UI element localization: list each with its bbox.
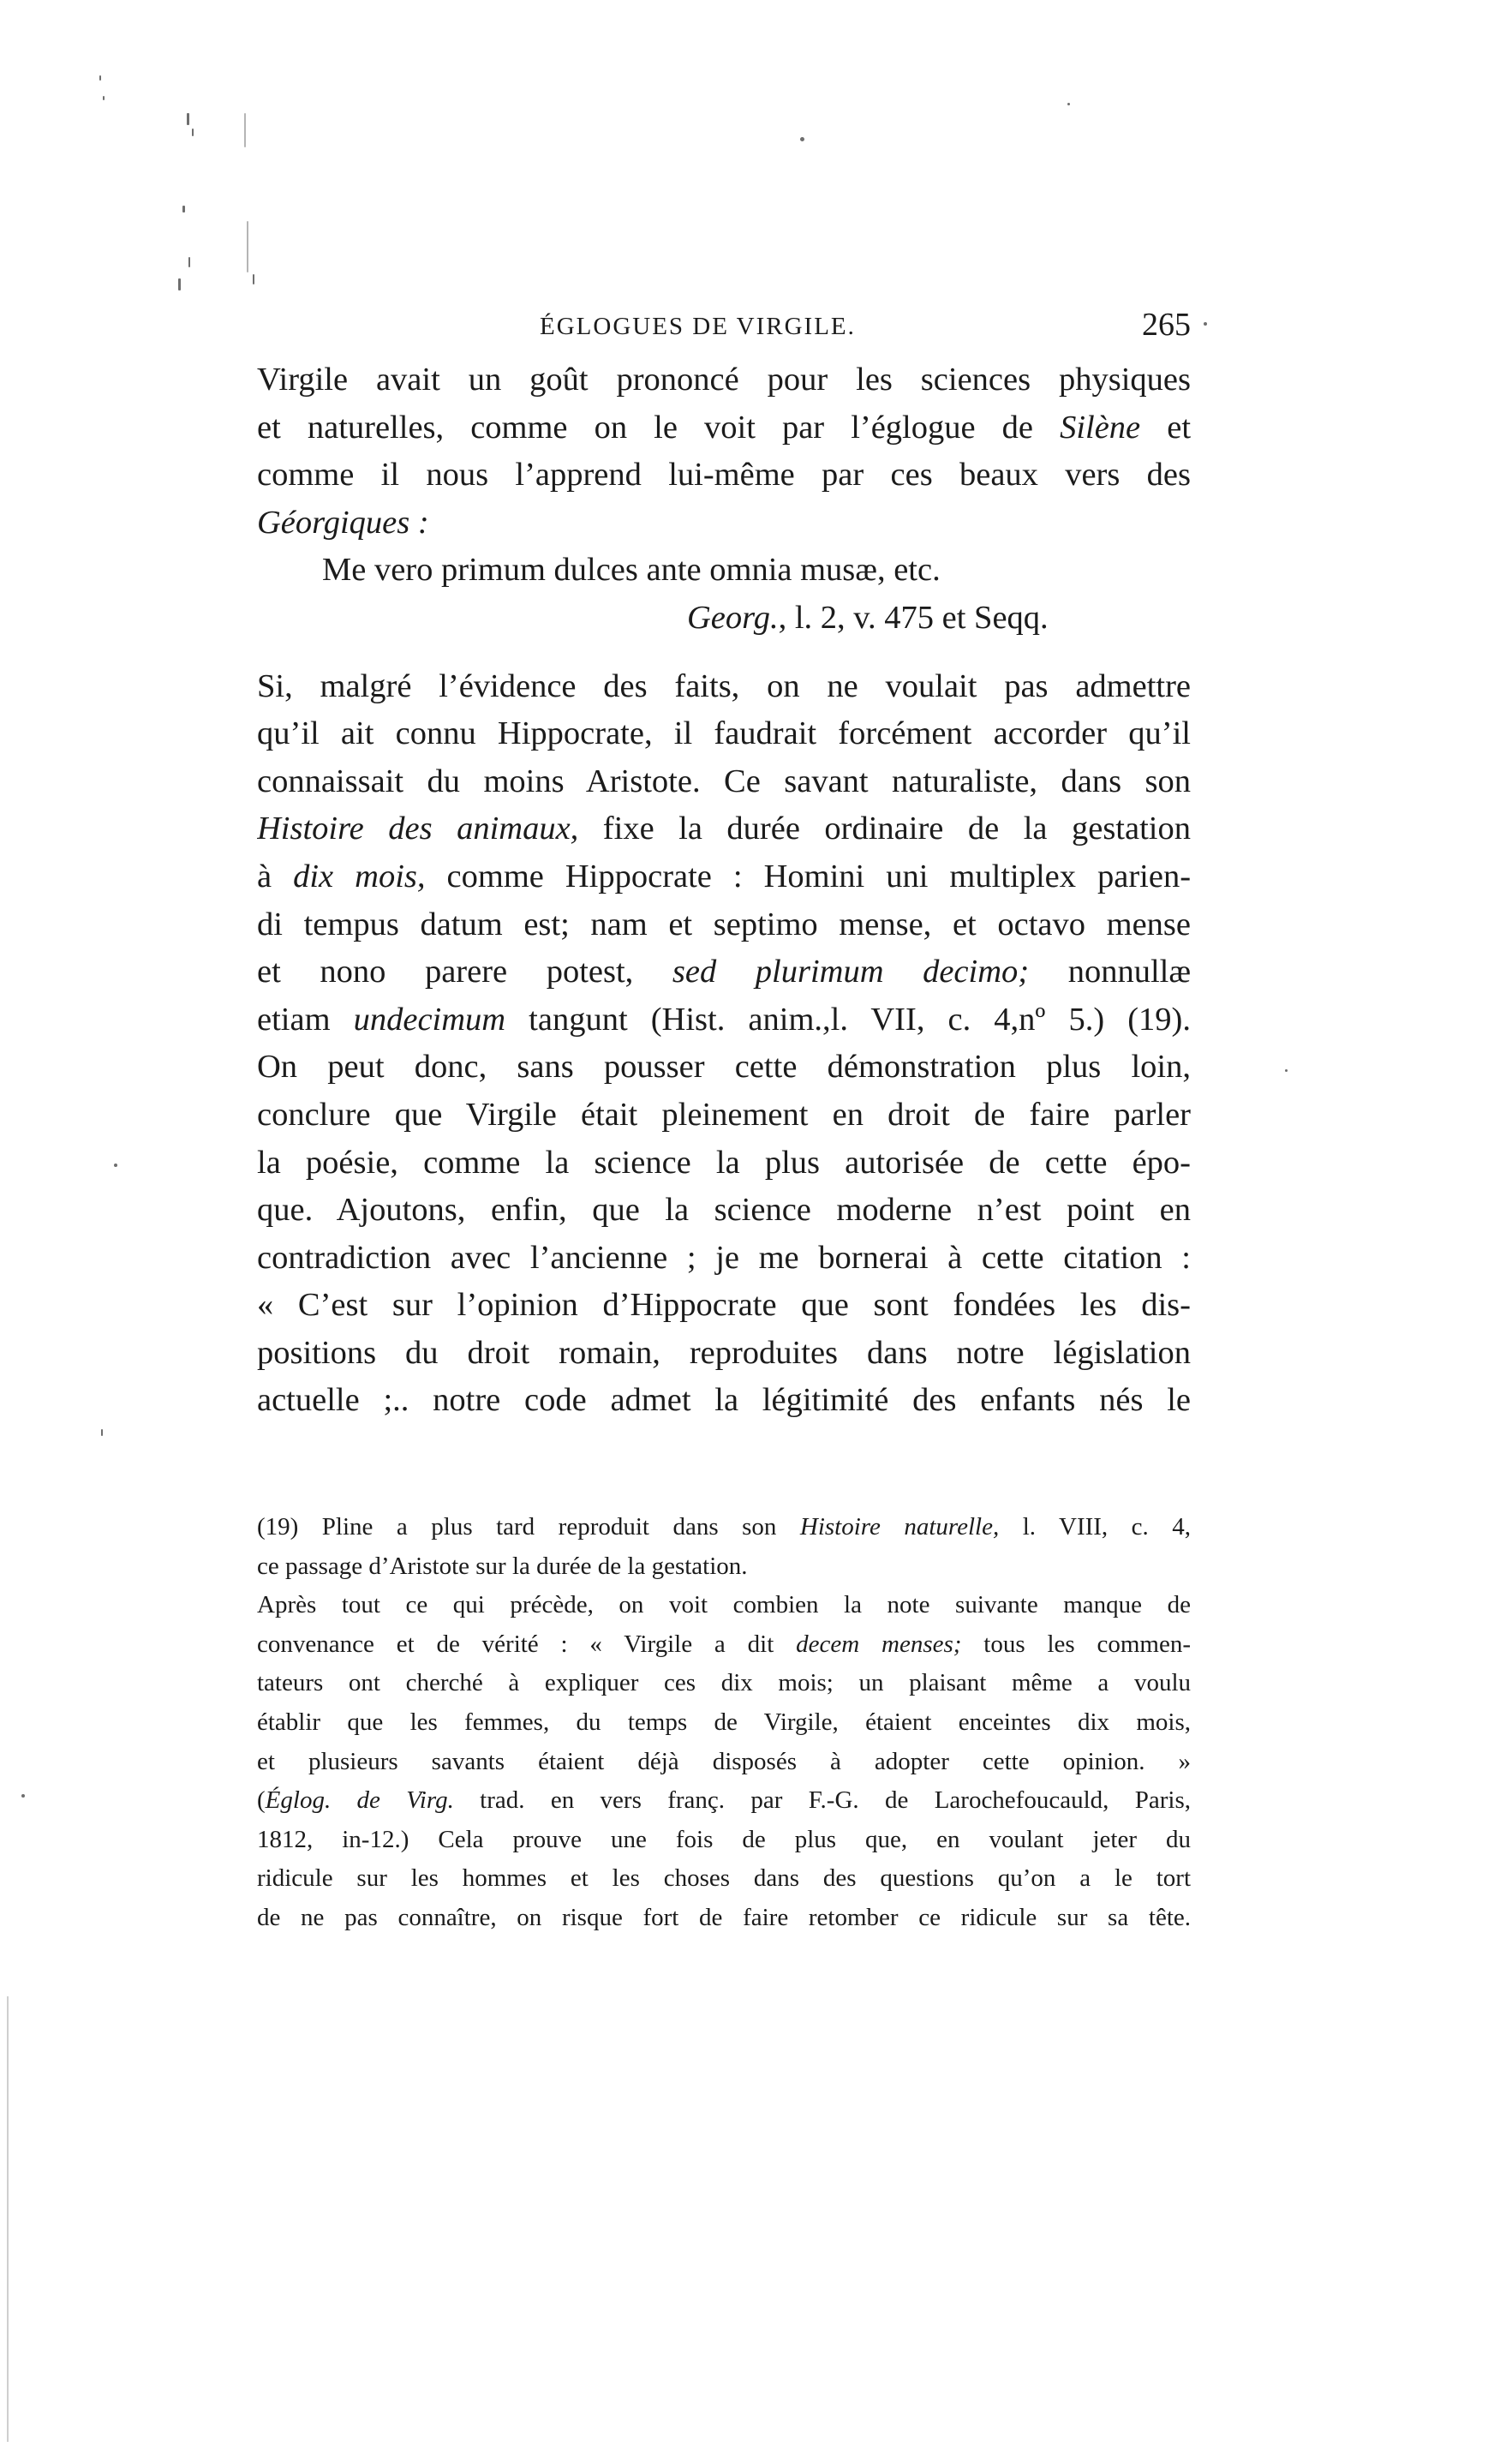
text-line: connaissait du moins Aristote. Ce savant naturaliste, dans son (257, 763, 1191, 799)
footnote-line: (19) Pline a plus tard reproduit dans son Histoire naturelle, l. VIII, c. 4, (257, 1513, 1191, 1541)
page-header (257, 306, 1191, 349)
footnote-line: (Églog. de Virg. trad. en vers franç. par F.-G. de Larochefoucauld, Paris, (257, 1786, 1191, 1815)
text-line: qu’il ait connu Hippocrate, il faudrait forcément accorder qu’il (257, 715, 1191, 752)
quote-citation: Georg., l. 2, v. 475 et Seqq. (687, 599, 1049, 636)
running-title: ÉGLOGUES DE VIRGILE. (540, 313, 856, 340)
text-line: Histoire des animaux, fixe la durée ordinaire de la gestation (257, 811, 1191, 847)
footnote-line: Après tout ce qui précède, on voit combien la note suivante manque de (257, 1591, 1191, 1619)
footnote-line: établir que les femmes, du temps de Virgile, étaient enceintes dix mois, (257, 1708, 1191, 1736)
text-line: « C’est sur l’opinion d’Hippocrate que sont fondées les dis- (257, 1287, 1191, 1324)
text-line: di tempus datum est; nam et septimo mense, et octavo mense (257, 906, 1191, 942)
text-line: et naturelles, comme on le voit par l’églogue de Silène et (257, 409, 1191, 446)
text-line: Si, malgré l’évidence des faits, on ne voulait pas admettre (257, 667, 1191, 704)
text-line: Géorgiques : (257, 504, 429, 541)
footnote-line: 1812, in-12.) Cela prouve une fois de plus que, en voulant jeter du (257, 1825, 1191, 1853)
text-line: actuelle ;.. notre code admet la légitimité des enfants nés le (257, 1382, 1191, 1419)
footnote-line: tateurs ont cherché à expliquer ces dix mois; un plaisant même a voulu (257, 1669, 1191, 1697)
text-line: à dix mois, comme Hippocrate : Homini uni multiplex parien- (257, 858, 1191, 894)
latin-quote: Me vero primum dulces ante omnia musæ, etc. (322, 552, 941, 589)
footnote-line: convenance et de vérité : « Virgile a dit decem menses; tous les commen- (257, 1630, 1191, 1658)
text-line: comme il nous l’apprend lui-même par ces beaux vers des (257, 457, 1191, 494)
text-line: conclure que Virgile était pleinement en droit de faire parler (257, 1096, 1191, 1133)
text-line: etiam undecimum tangunt (Hist. anim.,l. VII, c. 4,nº 5.) (19). (257, 1001, 1191, 1038)
footnotes (257, 1508, 1191, 1938)
text-line: Virgile avait un goût prononcé pour les sciences physiques (257, 362, 1191, 398)
scan-edge-line (7, 1996, 9, 2442)
text-line: contradiction avec l’ancienne ; je me bornerai à cette citation : (257, 1239, 1191, 1276)
page-number: 265 (1142, 307, 1191, 343)
footnote-line: et plusieurs savants étaient déjà disposés à adopter cette opinion. » (257, 1747, 1191, 1775)
main-text (257, 356, 1191, 1425)
footnote-line: ridicule sur les hommes et les choses dans des questions qu’on a le tort (257, 1864, 1191, 1893)
text-line: On peut donc, sans pousser cette démonstration plus loin, (257, 1049, 1191, 1086)
text-line: que. Ajoutons, enfin, que la science moderne n’est point en (257, 1192, 1191, 1229)
footnote-line: ce passage d’Aristote sur la durée de la gestation. (257, 1552, 748, 1580)
text-line: la poésie, comme la science la plus autorisée de cette épo- (257, 1144, 1191, 1181)
text-line: et nono parere potest, sed plurimum decimo; nonnullæ (257, 954, 1191, 990)
text-line: positions du droit romain, reproduites dans notre législation (257, 1334, 1191, 1371)
footnote-line: de ne pas connaître, on risque fort de faire retomber ce ridicule sur sa tête. (257, 1903, 1191, 1931)
